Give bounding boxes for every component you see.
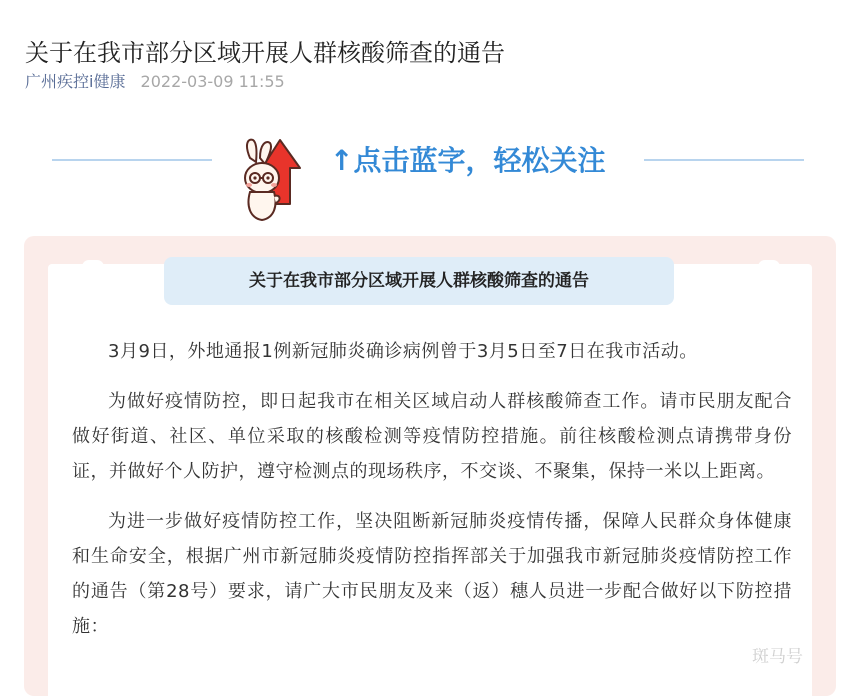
follow-banner — [0, 130, 845, 230]
article-meta — [25, 70, 285, 94]
rabbit-mascot-icon — [236, 134, 316, 226]
article-paragraph: 为进一步做好疫情防控工作，坚决阻断新冠肺炎疫情传播，保障人民群众身体健康和生命安全，根据广州市新冠肺炎疫情防控指挥部关于加强我市新冠肺炎疫情防控工作的通告（第28号）要求，请广大市民朋友及来（返）穗人员进一步配合做好以下防控措施： — [72, 511, 792, 637]
follow-tip-link[interactable]: ↑点击蓝字，轻松关注 — [330, 144, 606, 177]
article-paragraph: 为做好疫情防控，即日起我市在相关区域启动人群核酸筛查工作。请市民朋友配合做好街道、社区、单位采取的核酸检测等疫情防控措施。前往核酸检测点请携带身份证，并做好个人防护，遵守检测点的现场秩序，不交谈、不聚集，保持一米以上距离。 — [72, 391, 792, 482]
account-name-link[interactable]: 广州疾控i健康 — [25, 72, 126, 91]
divider-line-left — [52, 159, 212, 161]
article-paragraph: 3月9日，外地通报1例新冠肺炎确诊病例曾于3月5日至7日在我市活动。 — [108, 341, 698, 362]
divider-line-right — [644, 159, 804, 161]
publish-time: 2022-03-09 11:55 — [140, 72, 285, 91]
notice-heading: 关于在我市部分区域开展人群核酸筛查的通告 — [164, 257, 674, 305]
article-title: 关于在我市部分区域开展人群核酸筛查的通告 — [25, 39, 505, 68]
watermark: 斑马号 — [752, 647, 803, 667]
article-body — [72, 334, 792, 659]
